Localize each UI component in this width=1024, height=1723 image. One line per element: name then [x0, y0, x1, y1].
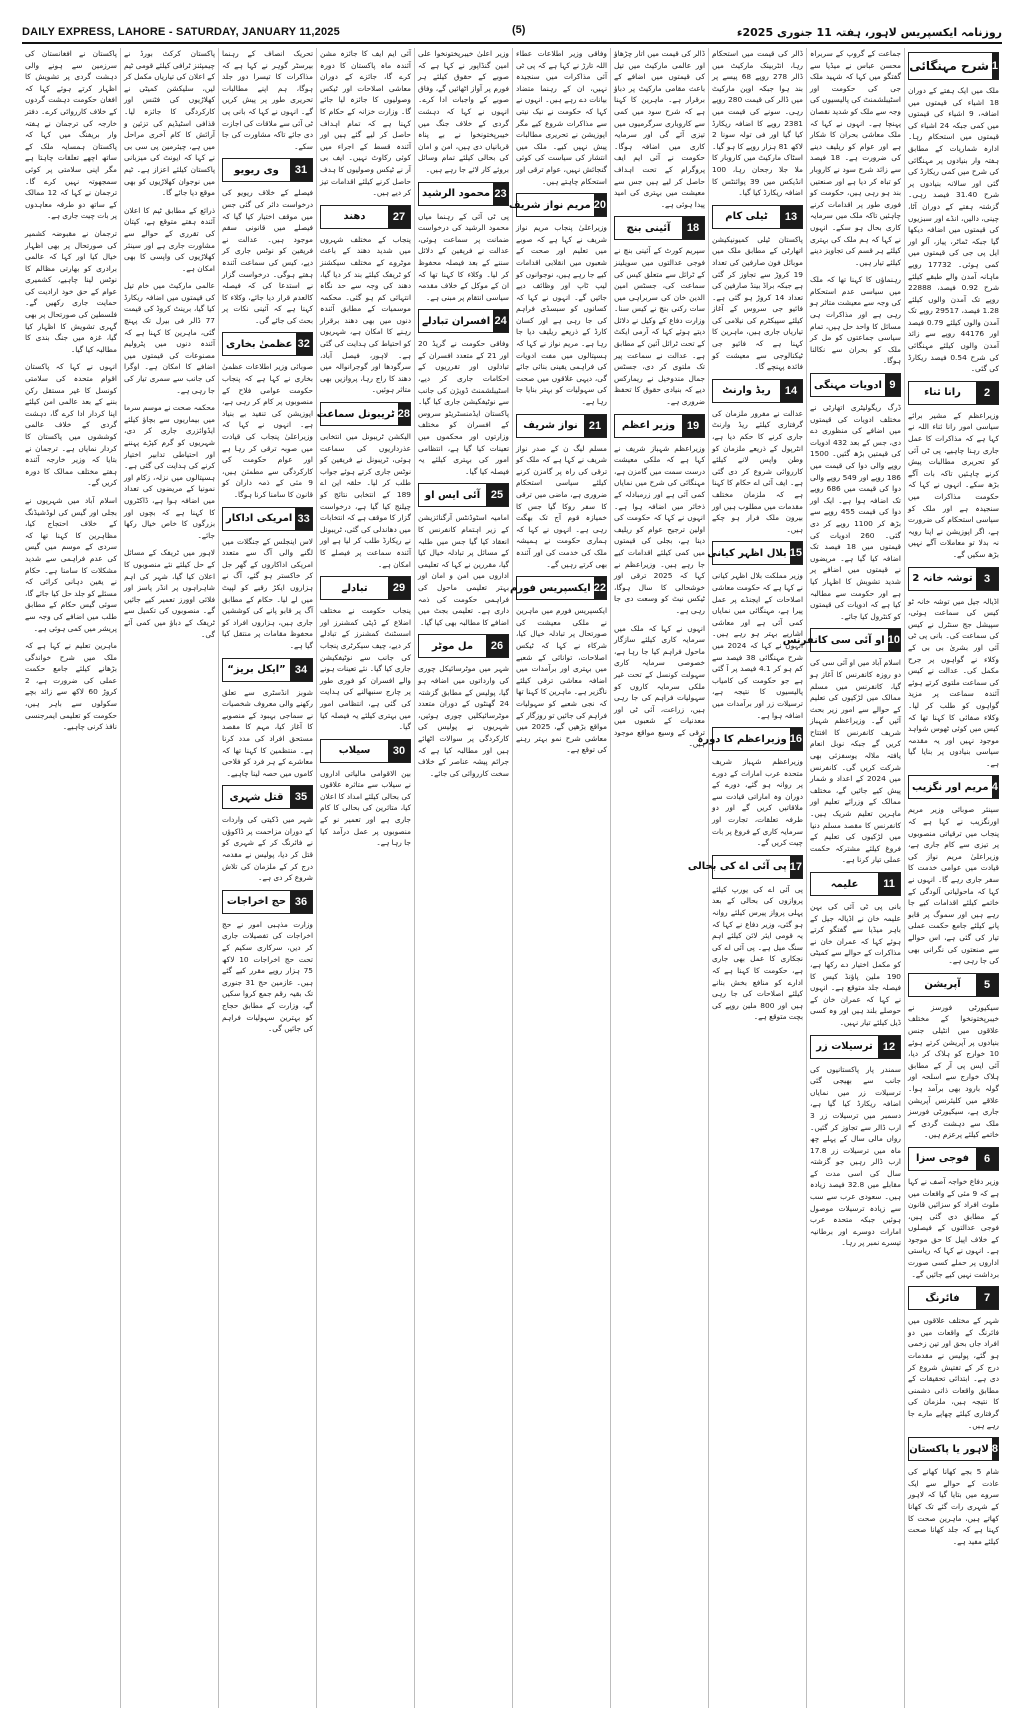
story-title: افسران تبادلے: [422, 315, 491, 327]
story-body-text: وزیراعلیٰ پنجاب مریم نواز شریف نے کہا ہے کہ صوبے میں تعلیم اور صحت کے شعبوں میں انقلابی اقدامات کیے جا رہے ہیں، نوجوانوں کو لیپ ٹاپ اور وظائف دیے جائیں گے۔ انہوں نے کہا کہ کسانوں کو سبسڈی فراہم کی جا رہی ہے اور کسان کارڈ کے ذریعے ریلیف دیا جا رہا ہے۔ مریم نواز نے کہا کہ ہسپتالوں میں مفت ادویات کی فراہمی یقینی بنائی جائے گی، دیہی علاقوں میں صحت کی سہولیات کو بہتر بنایا جا رہا ہے۔: [516, 223, 607, 407]
story-body-text: الیکشن ٹریبونل میں انتخابی عذرداریوں کی سماعت ہوئی، ٹریبونل نے فریقین کو نوٹس جاری کرتے ہوئے جواب طلب کر لیا۔ حلقہ این اے 189 کے انتخابی نتائج کو چیلنج کیا گیا ہے، درخواست گزار کا موقف ہے کہ انتخابات میں دھاندلی کی گئی، ٹریبونل نے ریکارڈ طلب کر لیا ہے اور آئندہ سماعت پر فیصلے کا امکان ہے۔: [320, 432, 411, 569]
story-number-badge: 23: [493, 183, 508, 205]
story-number-badge: 6: [976, 1148, 998, 1170]
story-number-badge: 36: [290, 891, 312, 913]
story-headline: [320, 739, 411, 763]
story-headline: [516, 414, 607, 438]
story-headline: [908, 381, 999, 405]
story-headline: [222, 158, 313, 182]
story-headline: [712, 379, 803, 403]
news-column: [610, 48, 708, 1708]
story-headline: [222, 658, 313, 682]
story-number-badge: 12: [878, 1036, 900, 1058]
story-title: عظمیٰ بخاری: [226, 338, 293, 350]
story-number-badge: 15: [790, 542, 802, 564]
story-headline: [908, 1437, 999, 1461]
story-body-text: شہر کے مختلف علاقوں میں فائرنگ کے واقعات میں دو افراد جاں بحق اور تین زخمی ہو گئے، پولیس نے مقدمات درج کر کے تفتیش شروع کر دی ہے۔ ابتدائی تحقیقات کے مطابق واقعات ذاتی دشمنی کا نتیجہ ہیں، ملزمان کی گرفتاری کیلئے چھاپے مارے جا رہے ہیں۔: [908, 1316, 999, 1430]
story-title: پی آئی اے کی بحالی: [687, 861, 787, 873]
story-headline: [782, 628, 901, 652]
story-body-text: لاس اینجلس کے جنگلات میں لگنے والی آگ سے متعدد امریکی اداکاروں کے گھر جل کر خاکستر ہو گئے، آگ نے ہزاروں ایکڑ رقبے کو لپیٹ میں لے لیا۔ حکام کے مطابق آگ پر قابو پانے کی کوششیں جاری ہیں، ہزاروں افراد کو محفوظ مقامات پر منتقل کیا گیا ہے۔: [222, 536, 313, 650]
story-title: لاہور یا پاکستان: [909, 1443, 989, 1455]
story-number-badge: 30: [388, 740, 410, 762]
story-body-text: امامیہ اسٹوڈنٹس آرگنائزیشن کے زیر اہتمام کانفرنس کا انعقاد کیا گیا جس میں طلبہ کے مسائل پر تبادلہ خیال کیا گیا، مقررین نے کہا کہ تعلیمی اداروں میں امن و امان اور بہتر تعلیمی ماحول کی فراہمی حکومت کی ذمہ داری ہے۔ تعلیمی بجٹ میں اضافے کا مطالبہ بھی کیا گیا۔: [418, 513, 509, 627]
story-body-text: وزیراعظم کے مشیر برائے سیاسی امور رانا ثناء اللہ نے کہا ہے کہ مذاکرات کا عمل جاری رہنا چاہیے، پی ٹی آئی کو تحریری مطالبات پیش کرنے چاہئیں تاکہ بات آگے بڑھ سکے۔ انہوں نے کہا کہ حکومت مذاکرات میں سنجیدہ ہے اور ملک کو سیاسی استحکام کی ضرورت ہے، اگر اپوزیشن نے اپنا رویہ نہ بدلا تو معاملات آگے نہیں بڑھ سکیں گے۔: [908, 410, 999, 559]
story-body-text: سپریم کورٹ کے آئینی بنچ نے فوجی عدالتوں میں سویلینز کے ٹرائل سے متعلق کیس کی سماعت کی، جسٹس امین الدین خان کی سربراہی میں سات رکنی بنچ نے کیس سنا۔ وزارت دفاع کے وکیل نے دلائل دیتے ہوئے کہا کہ آرمی ایکٹ کے تحت ٹرائل آئین کے مطابق ہے۔ عدالت نے سماعت پیر تک ملتوی کر دی، جسٹس جمال مندوخیل نے ریمارکس دیے کہ بنیادی حقوق کا تحفظ ضروری ہے۔: [614, 246, 705, 407]
story-body-text: آئی ایم ایف کا جائزہ مشن آئندہ ماہ پاکستان کا دورہ کرے گا، جائزے کے دوران معاشی اصلاحات اور ٹیکس وصولیوں کا جائزہ لیا جائے گا۔ وزارت خزانہ کے حکام کا کہنا ہے کہ تمام اہداف حاصل کر لیے گئے ہیں اور آئندہ قسط کے اجراء میں کوئی رکاوٹ نہیں۔ ایف بی آر نے ٹیکس وصولیوں کا ہدف حاصل کرنے کیلئے اقدامات تیز کر دیے ہیں۔: [320, 49, 411, 198]
story-title: شرح مہنگائی: [909, 59, 989, 73]
story-number-badge: 34: [290, 659, 312, 681]
news-column: [120, 48, 218, 1708]
story-title: حج اخراجات: [226, 896, 287, 908]
story-title: وی ریویو: [234, 164, 279, 176]
story-number-badge: 9: [885, 374, 900, 396]
story-title: آئی ایس او: [424, 489, 481, 501]
story-title: ایکسپریس فورم: [509, 582, 591, 594]
story-number-badge: 32: [296, 333, 312, 355]
story-headline: [316, 402, 411, 426]
story-title: وزیر اعظم: [621, 420, 676, 432]
story-title: علیمہ: [830, 878, 859, 890]
story-title: ”ایکل بریز“: [227, 664, 286, 676]
story-number-badge: 13: [780, 206, 802, 228]
story-body-text: عالمی مارکیٹ میں خام تیل کی قیمتوں میں اضافہ ریکارڈ کیا گیا، برینٹ کروڈ کی قیمت 77 ڈالر فی بیرل تک پہنچ گئی، ماہرین کا کہنا ہے کہ آئندہ دنوں میں پٹرولیم مصنوعات کی قیمتوں میں اضافے کا امکان ہے۔ اوگرا کی جانب سے سمری تیار کی جا رہی ہے۔: [124, 281, 215, 395]
story-number-badge: 5: [976, 974, 998, 996]
story-headline: [908, 775, 999, 799]
newspaper-page: [22, 48, 1002, 1708]
story-body-text: شوبز انڈسٹری سے تعلق رکھنے والی معروف شخصیات نے سماجی بہبود کے منصوبے کا آغاز کیا، مہم کا مقصد مستحق افراد کی مدد کرنا ہے۔ منتظمین کا کہنا تھا کہ معاشرے کے ہر فرد کو فلاحی کاموں میں حصہ لینا چاہیے۔: [222, 687, 313, 778]
story-body-text: ملک میں ایک ہفتے کے دوران 18 اشیاء کی قیمتوں میں اضافہ، 9 اشیاء کی قیمتوں میں کمی جبکہ 24 اشیاء کی قیمتوں میں استحکام رہا۔ ادارہ شماریات کے مطابق ہفتہ وار بنیادوں پر مہنگائی کی شرح میں کمی ریکارڈ کی گئی اور سالانہ بنیادوں پر شرح 31.40 فیصد رہی۔ گزشتہ ہفتے کے دوران آٹا، چینی، دالیں، انڈے اور سبزیوں کی قیمتوں میں اضافہ دیکھا گیا جبکہ ٹماٹر، پیاز، آلو اور ایل پی جی کی قیمتوں میں کمی ہوئی۔ 17732 روپے ماہانہ آمدن والے طبقے کیلئے شرح 0.92 فیصد، 22888 روپے تک آمدن والوں کیلئے 1.28 فیصد، 29517 روپے تک آمدن والوں کیلئے 0.79 فیصد اور 44176 روپے سے زائد آمدن والوں کیلئے مہنگائی کی شرح 0.54 فیصد ریکارڈ کی گئی۔: [908, 86, 1000, 374]
story-title: قتل شہری: [229, 791, 284, 803]
news-column: [508, 48, 610, 1708]
story-title: او آئی سی کانفرنس: [782, 634, 885, 646]
story-headline: [908, 1147, 999, 1171]
story-number-badge: 17: [790, 856, 802, 878]
story-number-badge: 31: [290, 159, 312, 181]
story-headline: [222, 890, 313, 914]
story-number-badge: 7: [976, 1287, 998, 1309]
story-body-text: پی آئی اے کی یورپ کیلئے پروازوں کی بحالی کے بعد پہلی پرواز پیرس کیلئے روانہ ہو گئی، وزیر دفاع نے کہا کہ یہ قومی ایئر لائن کیلئے اہم سنگ میل ہے۔ پی آئی اے کی نجکاری کا عمل بھی جاری ہے، حکومت کا کہنا ہے کہ ادارے کو منافع بخش بنانے کیلئے اصلاحات کی جا رہی ہیں اور 800 ملین روپے کی بچت متوقع ہے۔: [712, 884, 804, 1022]
story-body-text: شہر میں موٹرسائیکل چوری کی وارداتوں میں اضافہ ہو گیا، پولیس کے مطابق گزشتہ 24 گھنٹوں کے دوران متعدد موٹرسائیکلیں چوری ہوئیں، شہریوں نے پولیس کی کارکردگی پر سوالات اٹھائے ہیں اور مطالبہ کیا ہے کہ جرائم پیشہ عناصر کے خلاف سخت کارروائی کی جائے۔: [418, 664, 509, 778]
story-number-badge: 21: [584, 415, 606, 437]
story-number-badge: 11: [878, 873, 900, 895]
story-body-text: وزیر اعلیٰ خیبرپختونخوا علی امین گنڈاپور نے کہا ہے کہ صوبے کے حقوق کیلئے ہر فورم پر آواز اٹھائیں گے، وفاق صوبے کے واجبات ادا کرے۔ انہوں نے کہا کہ دہشت گردی کے خلاف جنگ میں خیبرپختونخوا نے بے پناہ قربانیاں دی ہیں، امن و امان کی بحالی کیلئے تمام وسائل بروئے کار لائے جا رہے ہیں۔: [418, 49, 509, 174]
news-column: [414, 48, 512, 1708]
story-headline: [320, 205, 411, 229]
story-body-text: سینئر صوبائی وزیر مریم اورنگزیب نے کہا ہے کہ پنجاب میں ترقیاتی منصوبوں پر تیزی سے کام جاری ہے، وزیراعلیٰ مریم نواز کی قیادت میں عوامی خدمت کا سفر جاری رہے گا۔ انہوں نے کہا کہ ماحولیاتی آلودگی کے خاتمے کیلئے اقدامات کیے جا رہے ہیں اور سموگ پر قابو پانے کیلئے جامع حکمت عملی تیار کی گئی ہے، اس حوالے سے صنعتوں کی نگرانی بھی کی جا رہی ہے۔: [908, 805, 999, 966]
story-title: تبادلے: [341, 582, 368, 594]
story-title: مریم اور نگزیب: [912, 781, 989, 793]
story-headline: [222, 507, 313, 531]
story-title: ٹیلی کام: [725, 211, 768, 223]
story-body-text: بانی پی ٹی آئی کی بہن علیمہ خان نے اڈیالہ جیل کے باہر میڈیا سے گفتگو کرتے ہوئے کہا کہ عمران خان نے مذاکرات کے حوالے سے کمیٹی کو مکمل اختیار دے رکھا ہے، 190 ملین پاؤنڈ کیس کا فیصلہ جلد متوقع ہے۔ انہوں نے کہا کہ عمران خان کے حوصلے بلند ہیں اور وہ کسی ڈیل کیلئے تیار نہیں۔: [810, 902, 901, 1027]
story-body-text: وفاقی حکومت نے گریڈ 20 اور 21 کے متعدد افسران کے تبادلوں اور تقرریوں کے احکامات جاری کر دیے، اسٹیبلشمنٹ ڈویژن کی جانب سے نوٹیفکیشن جاری کیا گیا۔ پاکستان ایڈمنسٹریٹو سروس کے افسران کو مختلف وزارتوں اور محکموں میں تعینات کیا گیا ہے، انتظامی امور کی بہتری کیلئے یہ فیصلہ کیا گیا۔: [418, 339, 509, 476]
story-body-text: عدالت نے مفرور ملزمان کی گرفتاری کیلئے ریڈ وارنٹ جاری کرنے کا حکم دیا ہے، انٹرپول کے ذریعے ملزمان کو وطن واپس لانے کیلئے کارروائی شروع کر دی گئی ہے۔ ایف آئی اے حکام کا کہنا ہے کہ ملزمان مختلف مقدمات میں مطلوب ہیں اور بیرون ملک فرار ہو چکے ہیں۔: [712, 408, 803, 534]
story-number-badge: 3: [976, 568, 998, 590]
story-headline: [418, 483, 509, 507]
story-title: محمود الرشید: [422, 188, 491, 200]
story-title: بلال اظہر کیانی: [707, 547, 787, 559]
story-headline: [810, 373, 901, 397]
story-title: سیلاب: [338, 745, 371, 757]
story-body-text: انہوں نے کہا کہ ملک میں سرمایہ کاری کیلئے سازگار ماحول فراہم کیا جا رہا ہے، خصوصی سرمایہ کاری سہولت کونسل کے تحت غیر ملکی سرمایہ کاروں کو سہولیات فراہم کی جا رہی ہیں، زراعت، آئی ٹی اور معدنیات کے شعبوں میں ترقی کے وسیع مواقع موجود ہیں۔: [614, 623, 705, 749]
story-title: دھند: [343, 211, 366, 223]
news-column: [22, 48, 120, 1708]
page-number: (5): [512, 24, 526, 36]
story-title: وزیراعظم کا دورہ: [697, 733, 787, 745]
story-body-text: وزیراعظم شہباز شریف متحدہ عرب امارات کے دورے پر روانہ ہو گئے، دورے کے دوران وہ اماراتی قیادت سے ملاقاتیں کریں گے اور دو طرفہ تعلقات، تجارت اور سرمایہ کاری کے فروغ پر بات چیت کریں گے۔: [712, 757, 803, 848]
story-headline: [418, 182, 509, 206]
story-number-badge: 33: [295, 508, 312, 530]
story-headline: [908, 1286, 999, 1310]
story-body-text: وفاقی وزیر اطلاعات عطاء اللہ تارڑ نے کہا ہے کہ پی ٹی آئی مذاکرات میں سنجیدہ نہیں، ان کے رہنما متضاد بیانات دے رہے ہیں۔ انہوں نے کہا کہ حکومت نے نیک نیتی سے مذاکرات شروع کیے مگر اپوزیشن نے تحریری مطالبات پیش نہیں کیے۔ ملک میں انتشار کی سیاست کی کوئی گنجائش نہیں، عوام ترقی اور استحکام چاہتے ہیں۔: [516, 49, 607, 186]
story-headline: [712, 205, 803, 229]
story-body-text: فیصلے کے خلاف ریویو کی درخواست دائر کی گئی جس میں موقف اختیار کیا گیا کہ فیصلے میں قانونی سقم موجود ہیں۔ عدالت نے فریقین کو نوٹس جاری کر دیے، کیس کی سماعت آئندہ ہفتے ہوگی۔ درخواست گزار نے استدعا کی کہ فیصلہ کالعدم قرار دیا جائے، وکلاء کا کہنا ہے کہ آئینی نکات پر بحث کی جائے گی۔: [222, 188, 313, 325]
story-title: مریم نواز شریف: [508, 199, 591, 211]
story-headline: [222, 785, 313, 809]
story-headline: [707, 541, 803, 565]
news-column: [316, 48, 414, 1708]
story-headline: [222, 332, 313, 356]
story-number-badge: 22: [594, 577, 606, 599]
story-body-text: پنجاب کے مختلف شہروں میں شدید دھند کے باعث موٹروے کے مختلف سیکشنز کو ٹریفک کیلئے بند کر دیا گیا، دھند کی وجہ سے حد نگاہ انتہائی کم ہو گئی۔ محکمہ موسمیات کے مطابق آئندہ دنوں میں بھی دھند برقرار رہنے کا امکان ہے، شہریوں کو احتیاط کی ہدایت کی گئی ہے۔ لاہور، فیصل آباد، سرگودھا اور گوجرانوالہ میں دھند کا راج رہا، پروازیں بھی متاثر ہوئیں۔: [320, 234, 411, 395]
story-body-text: سیکیورٹی فورسز نے خیبرپختونخوا کے مختلف علاقوں میں انٹیلی جنس بنیادوں پر آپریشن کرتے ہوئے 10 خوارج کو ہلاک کر دیا، آئی ایس پی آر کے مطابق ہلاک خوارج سے اسلحہ اور گولہ بارود بھی برآمد ہوا۔ علاقے میں کلیئرنس آپریشن جاری ہے، سیکیورٹی فورسز ملک سے دہشت گردی کے خاتمے کیلئے پرعزم ہیں۔: [908, 1002, 999, 1140]
story-body-text: ڈالر کی قیمت میں اتار چڑھاؤ اور عالمی مارکیٹ میں تیل کی قیمتوں میں اضافے کے باعث مقامی مارکیٹ پر دباؤ برقرار ہے۔ ماہرین کا کہنا ہے کہ شرح سود میں کمی سے کاروباری سرگرمیوں میں تیزی آئے گی اور سرمایہ کاری میں اضافہ ہوگا۔ حکومت نے آئی ایم ایف پروگرام کے تحت اہداف حاصل کر لیے ہیں جس سے معیشت میں بہتری کی امید پیدا ہوئی ہے۔: [614, 49, 705, 209]
story-title: مل موٹر: [431, 640, 474, 652]
masthead-date-urdu: روزنامہ ایکسپریس لاہور، ہفتہ 11 جنوری 2025ء: [736, 25, 1002, 39]
story-body-text: پنجاب حکومت نے مختلف اضلاع کے ڈپٹی کمشنرز اور اسسٹنٹ کمشنرز کے تبادلے کر دیے، چیف سیکرٹری پنجاب کی جانب سے نوٹیفکیشن جاری کیا گیا۔ نئے تعینات ہونے والے افسران کو فوری طور پر چارج سنبھالنے کی ہدایت کی گئی ہے، انتظامی امور میں بہتری کیلئے یہ فیصلہ کیا گیا۔: [320, 606, 411, 732]
story-headline: [614, 414, 705, 438]
story-body-text: تحریک انصاف کے رہنما بیرسٹر گوہر نے کہا ہے کہ مذاکرات کا تیسرا دور جلد ہوگا، ہم اپنے مطالبات تحریری طور پر پیش کریں گے۔ انہوں نے کہا کہ بانی پی ٹی آئی سے ملاقات کی اجازت دی جائے تاکہ مشاورت کی جا سکے۔: [222, 49, 313, 151]
story-title: امریکی اداکار: [226, 513, 293, 525]
story-body-text: پاکستان نے افغانستان کی سرزمین سے ہونے والی دہشت گردی پر تشویش کا اظہار کرتے ہوئے کہا کہ افغان حکومت دہشت گردوں کے خلاف کارروائی کرے۔ دفتر خارجہ کی ترجمان نے ہفتہ وار بریفنگ میں کہا کہ پاکستان ہمسایہ ملک کے ساتھ اچھے تعلقات چاہتا ہے مگر اپنی سلامتی پر کوئی سمجھوتہ نہیں کرے گا۔ ترجمان نے کہا کہ 12 ممالک کے ساتھ دو طرفہ معاہدوں پر بات چیت جاری ہے۔: [25, 49, 118, 221]
masthead-date-english: DAILY EXPRESS, LAHORE - SATURDAY, JANUARY 11,2025: [22, 26, 340, 38]
story-headline: [320, 576, 411, 600]
story-body-text: رہنماؤں کا کہنا تھا کہ ملک میں سیاسی عدم استحکام کی وجہ سے معیشت متاثر ہو رہی ہے اور مذاکرات ہی مسائل کا واحد حل ہیں، تمام سیاسی جماعتوں کو مل کر ملک کو بحران سے نکالنا ہوگا۔: [810, 275, 901, 366]
story-headline: [697, 727, 803, 751]
story-number-badge: 24: [493, 310, 508, 332]
story-headline: [508, 193, 607, 217]
news-column: [904, 48, 1002, 1708]
story-body-text: شہر میں ڈکیتی کی واردات کے دوران مزاحمت پر ڈاکوؤں نے فائرنگ کر کے شہری کو قتل کر دیا، پولیس نے مقدمہ درج کر کے ملزمان کی تلاش شروع کر دی ہے۔: [222, 815, 313, 883]
story-title: ٹریبونل سماعت: [316, 408, 395, 420]
story-body-text: وزیراعظم شہباز شریف نے کہا ہے کہ ملکی معیشت درست سمت میں گامزن ہے، مہنگائی کی شرح میں نمایاں کمی آئی ہے اور زرمبادلہ کے ذخائر میں اضافہ ہوا ہے۔ انہوں نے کہا کہ حکومت کی اولین ترجیح عوام کو ریلیف دینا ہے، بجلی کی قیمتوں میں کمی کیلئے اقدامات کیے جا رہے ہیں۔ وزیراعظم نے کہا کہ 2025 ترقی اور خوشحالی کا سال ہوگا، ٹیکس نیٹ کو وسعت دی جا رہی ہے۔: [614, 443, 705, 615]
story-number-badge: 20: [594, 194, 606, 216]
story-body-text: پی ٹی آئی کے رہنما میاں محمود الرشید کی درخواست ضمانت پر سماعت ہوئی، عدالت نے فریقین کے دلائل سننے کے بعد فیصلہ محفوظ کر لیا۔ وکلاء کا کہنا تھا کہ ان کے موکل کے خلاف مقدمہ سیاسی انتقام پر مبنی ہے۔: [418, 211, 509, 302]
story-body-text: اسلام آباد میں شہریوں نے بجلی اور گیس کی لوڈشیڈنگ کے خلاف احتجاج کیا، مظاہرین کا کہنا تھا کہ سردی کے موسم میں گیس کی عدم فراہمی سے شدید مشکلات کا سامنا ہے۔ حکام نے یقین دہانی کرائی کہ مسئلے کو جلد حل کیا جائے گا، سوئی گیس حکام کے مطابق طلب میں اضافے کی وجہ سے پریشر میں کمی ہوئی ہے۔: [25, 495, 117, 633]
story-body-text: وزیر دفاع خواجہ آصف نے کہا ہے کہ 9 مئی کے واقعات میں ملوث افراد کو سزائیں قانون کے مطابق دی گئی ہیں، فوجی عدالتوں کے فیصلوں کے خلاف اپیل کا حق موجود ہے۔ انہوں نے کہا کہ ریاستی اداروں پر حملے کسی صورت برداشت نہیں کیے جائیں گے۔: [908, 1176, 999, 1279]
story-body-text: صوبائی وزیر اطلاعات عظمیٰ بخاری نے کہا ہے کہ پنجاب حکومت عوامی فلاح کے منصوبوں پر کام کر رہی ہے، اپوزیشن کی تنقید بے بنیاد ہے۔ انہوں نے کہا کہ وزیراعلیٰ پنجاب کی قیادت میں صوبہ ترقی کر رہا ہے اور عوام حکومت کی کارکردگی سے مطمئن ہیں، 9 مئی کے ذمہ داران کو قانون کا سامنا کرنا ہوگا۔: [222, 362, 313, 499]
story-title: ادویات مہنگی: [814, 379, 882, 391]
story-headline: [810, 872, 901, 896]
story-number-badge: 4: [992, 776, 998, 798]
masthead: [22, 22, 1002, 44]
story-body-text: بین الاقوامی مالیاتی اداروں نے سیلاب سے متاثرہ علاقوں کی بحالی کیلئے امداد کا اعلان کیا، متاثرین کی بحالی کا کام جاری ہے اور تعمیر نو کے منصوبوں پر عمل درآمد کیا جا رہا ہے۔: [320, 768, 411, 848]
story-title: آپریشن: [924, 979, 961, 991]
story-number-badge: 14: [780, 380, 802, 402]
story-number-badge: 25: [486, 484, 508, 506]
story-body-text: ترجمان نے مقبوضہ کشمیر کی صورتحال پر بھی اظہار خیال کیا اور کہا کہ عالمی برادری کو بھارتی مظالم کا نوٹس لینا چاہیے، کشمیری عوام کے حق خود ارادیت کی حمایت جاری رکھیں گے۔ فلسطین کی صورتحال پر بھی گہری تشویش کا اظہار کیا گیا، غزہ میں جنگ بندی کا مطالبہ کیا گیا۔: [25, 228, 117, 354]
story-headline: [418, 634, 509, 658]
story-body-text: ذرائع کے مطابق ٹیم کا اعلان آئندہ ہفتے متوقع ہے، کپتان کی تقرری کے حوالے سے مشاورت جاری ہے اور سینئر کھلاڑیوں کی واپسی کا بھی امکان ہے۔: [124, 205, 215, 273]
story-headline: [614, 216, 705, 240]
story-number-badge: 26: [486, 635, 508, 657]
story-title: نواز شریف: [523, 420, 578, 432]
story-body-text: وزارت مذہبی امور نے حج اخراجات کی تفصیلات جاری کر دیں، سرکاری سکیم کے تحت حج اخراجات 10 لاکھ 75 ہزار روپے مقرر کیے گئے ہیں۔ عازمین حج 31 جنوری تک بقیہ رقم جمع کروا سکیں گے، وزارت کے مطابق حجاج کو بہترین سہولیات فراہم کی جائیں گی۔: [222, 919, 313, 1034]
story-body-text: شام 5 بجے کھانا کھانے کی عادت کے حوالے سے ایک سروے میں بتایا گیا کہ لاہور کے شہری رات گئے تک کھانا کھاتے ہیں، ماہرین صحت کا کہنا ہے کہ جلد کھانا صحت کیلئے مفید ہے۔: [908, 1467, 999, 1546]
story-number-badge: 16: [790, 728, 802, 750]
story-headline: [908, 52, 999, 80]
story-number-badge: 8: [992, 1438, 998, 1460]
story-number-badge: 1: [992, 53, 998, 79]
story-number-badge: 19: [682, 415, 704, 437]
story-headline: [418, 309, 509, 333]
story-body-text: محکمہ صحت نے موسم سرما میں بیماریوں سے بچاؤ کیلئے ایڈوائزری جاری کر دی، شہریوں کو گرم کپڑے پہننے اور احتیاطی تدابیر اختیار کرنے کی ہدایت کی گئی ہے۔ ہسپتالوں میں نزلہ، زکام اور نمونیا کے مریضوں کی تعداد میں اضافہ ہوا ہے، ڈاکٹروں کا کہنا ہے کہ بچوں اور بزرگوں کا خاص خیال رکھا جائے۔: [124, 403, 215, 540]
story-headline: [687, 855, 803, 879]
story-body-text: ماہرین تعلیم نے کہا ہے کہ ملک میں شرح خواندگی بڑھانے کیلئے جامع حکمت عملی کی ضرورت ہے، 2 کروڑ 60 لاکھ سے زائد بچے سکولوں سے باہر ہیں، حکومت کو تعلیمی ایمرجنسی نافذ کرنی چاہیے۔: [25, 641, 117, 732]
story-number-badge: 10: [888, 629, 900, 651]
story-headline: [810, 1035, 901, 1059]
story-body-text: اڈیالہ جیل میں توشہ خانہ ٹو کیس کی سماعت ہوئی، سپیشل جج سنٹرل نے کیس کی سماعت کی۔ بانی پی ٹی آئی اور بشریٰ بی بی کے وکلاء نے گواہوں پر جرح مکمل کی۔ عدالت نے کیس کی سماعت ملتوی کرتے ہوئے آئندہ سماعت پر مزید گواہوں کو طلب کر لیا۔ وکلاء صفائی کا کہنا تھا کہ کیس میں کوئی ٹھوس شواہد موجود نہیں اور یہ مقدمہ سیاسی بنیادوں پر بنایا گیا ہے۔: [908, 596, 999, 768]
story-body-text: اسلام آباد میں او آئی سی کی دو روزہ کانفرنس کا آغاز ہو گیا، کانفرنس میں مسلم ممالک میں لڑکیوں کی تعلیم کے حوالے سے امور زیر بحث آئیں گے۔ وزیراعظم شہباز شریف کانفرنس کا افتتاح کریں گے جبکہ نوبل انعام یافتہ ملالہ یوسفزئی بھی شرکت کریں گی۔ کانفرنس میں 2024 کے اعداد و شمار پیش کیے جائیں گے، مختلف ممالک کے وزرائے تعلیم اور ماہرین تعلیم شریک ہیں۔ کانفرنس کا مقصد مسلم دنیا میں لڑکیوں کی تعلیم کے فروغ کیلئے مشترکہ حکمت عملی تیار کرنا ہے۔: [810, 658, 901, 865]
story-title: توشہ خانہ 2: [912, 573, 973, 585]
story-body-text: سمندر پار پاکستانیوں کی جانب سے بھیجی گئی ترسیلات زر میں نمایاں اضافہ ریکارڈ کیا گیا ہے، دسمبر میں ترسیلات زر 3 ارب ڈالر سے تجاوز کر گئیں۔ رواں مالی سال کے پہلے چھ ماہ میں ترسیلات زر 17.8 ارب ڈالر رہیں جو گزشتہ سال کی اسی مدت کے مقابلے میں 32.8 فیصد زیادہ ہیں۔ سعودی عرب سے سب سے زیادہ ترسیلات موصول ہوئیں جبکہ متحدہ عرب امارات دوسرے اور برطانیہ تیسرے نمبر پر رہا۔: [810, 1064, 902, 1248]
story-number-badge: 18: [682, 217, 704, 239]
story-headline: [908, 567, 999, 591]
story-body-text: وزیر مملکت بلال اظہر کیانی نے کہا ہے کہ حکومت معاشی اصلاحات کے ایجنڈے پر عمل پیرا ہے، مہنگائی میں نمایاں کمی آئی ہے اور معاشی اشاریے بہتر ہو رہے ہیں۔ انہوں نے کہا کہ 2024 میں شرح مہنگائی 38 فیصد سے کم ہو کر 4.1 فیصد پر آ گئی ہے جو حکومت کی کامیاب پالیسیوں کا نتیجہ ہے، ترسیلات زر اور برآمدات میں اضافہ ہوا ہے۔: [712, 571, 803, 720]
story-body-text: پاکستان کرکٹ بورڈ نے چیمپئنز ٹرافی کیلئے قومی ٹیم کے اعلان کی تیاریاں مکمل کر لیں، سلیکشن کمیٹی نے کھلاڑیوں کی فٹنس اور کارکردگی کا جائزہ لیا۔ قذافی اسٹیڈیم کی تزئین و آرائش کا کام آخری مراحل میں ہے، چیئرمین پی سی بی نے کہا کہ ایونٹ کی میزبانی پاکستان کیلئے اعزاز ہے۔ ٹیم میں نوجوان کھلاڑیوں کو بھی موقع دیا جائے گا۔: [124, 49, 215, 198]
story-body-text: ایکسپریس فورم میں ماہرین نے ملکی معیشت کی صورتحال پر تبادلہ خیال کیا، شرکاء نے کہا کہ ٹیکس اصلاحات، توانائی کے شعبے میں بہتری اور برآمدات میں اضافہ معاشی ترقی کیلئے ناگزیر ہے۔ ماہرین کا کہنا تھا کہ نجی شعبے کو سہولیات فراہم کی جائیں تو روزگار کے مواقع بڑھیں گے، 2025 میں معاشی شرح نمو بہتر رہنے کی توقع ہے۔: [516, 606, 608, 755]
story-number-badge: 27: [388, 206, 410, 228]
story-title: رانا ثناء: [924, 387, 961, 399]
story-title: ریڈ وارنٹ: [722, 385, 771, 397]
story-body-text: مسلم لیگ ن کے صدر نواز شریف نے کہا ہے کہ ملک کو ترقی کی راہ پر گامزن کرنے کیلئے سیاسی استحکام ضروری ہے، ماضی میں ترقی کا سفر روکا گیا جس کا خمیازہ قوم آج تک بھگت رہی ہے۔ انہوں نے کہا کہ ہماری حکومت نے ہمیشہ ملک کی خدمت کی اور آئندہ بھی کرتے رہیں گے۔: [516, 443, 607, 569]
story-title: فوجی سزا: [915, 1153, 970, 1165]
story-title: آئینی بنچ: [626, 222, 671, 234]
story-body-text: پاکستان ٹیلی کمیونیکیشن اتھارٹی کے مطابق ملک میں موبائل فون صارفین کی تعداد 19 کروڑ سے تجاوز کر گئی ہے جبکہ براڈ بینڈ صارفین کی تعداد 14 کروڑ ہو گئی ہے۔ فائیو جی سروس کے آغاز کیلئے سپیکٹرم کی نیلامی کی تیاریاں جاری ہیں، ماہرین کا کہنا ہے کہ فائیو جی ٹیکنالوجی سے معیشت کو فائدہ پہنچے گا۔: [712, 234, 803, 372]
news-column: [218, 48, 316, 1708]
story-title: ترسیلات زر: [816, 1041, 873, 1053]
story-body-text: ڈرگ ریگولیٹری اتھارٹی نے مختلف ادویات کی قیمتوں میں اضافے کی منظوری دے دی، جس کے بعد 432 ادویات کی قیمتیں بڑھ گئیں۔ 1500 روپے والی دوا کی قیمت میں 186 روپے اور 549 روپے والی دوا کی قیمت میں 686 روپے تک اضافہ ہوا ہے۔ ایک اور دوا کی قیمت 455 روپے سے بڑھ کر 1100 روپے کر دی گئی۔ 260 ادویات کی قیمتوں میں 18 فیصد تک اضافہ کیا گیا ہے۔ مریضوں نے قیمتوں میں اضافے پر شدید تشویش کا اظہار کیا ہے اور حکومت سے مطالبہ کیا ہے کہ ادویات کی قیمتوں کو کنٹرول کیا جائے۔: [810, 403, 902, 621]
story-body-text: انہوں نے کہا کہ پاکستان اقوام متحدہ کی سلامتی کونسل کا غیر مستقل رکن بننے کے بعد عالمی امن کیلئے اپنا کردار ادا کرے گا، دہشت گردی کے خلاف عالمی کوششوں میں پاکستان کا کردار نمایاں ہے۔ ترجمان نے بتایا کہ وزیر خارجہ آئندہ ہفتے مختلف ممالک کا دورہ کریں گے۔: [25, 362, 117, 488]
story-body-text: جماعت کے گروپ کے سربراہ محسن عباس نے میڈیا سے گفتگو میں کہا کہ شہید ملک جی کی حکومت اور اسٹیبلشمنٹ کی پالیسیوں کی وجہ سے ملک کو شدید نقصان پہنچا ہے۔ انہوں نے کہا کہ ملک معاشی بحران کا شکار ہے اور عوام کو ریلیف دینے کی ضرورت ہے۔ 18 فیصد سے زائد شرح سود نے کاروبار کو تباہ کر دیا ہے اور صنعتیں بند ہو رہی ہیں، حکومت کو فوری طور پر اقدامات کرنے چاہئیں تاکہ ملک میں سرمایہ کاری بحال ہو سکے۔ انہوں نے کہا کہ ہم ملک کی بہتری کیلئے ہر قسم کی تجاویز دینے کیلئے تیار ہیں۔: [809, 49, 901, 267]
story-headline: [908, 973, 999, 997]
story-body-text: لاہور میں ٹریفک کے مسائل کے حل کیلئے نئے منصوبوں کا اعلان کیا گیا، شہر کی اہم شاہراہوں پر انڈر پاسز اور فلائی اوورز تعمیر کیے جائیں گے۔ منصوبوں کی تکمیل سے ٹریفک کے دباؤ میں کمی آئے گی۔: [124, 548, 215, 639]
story-title: فائرنگ: [925, 1292, 960, 1304]
story-body-text: ڈالر کی قیمت میں استحکام رہا، انٹربینک مارکیٹ میں ڈالر 278 روپے 68 پیسے پر بند ہوا جبکہ اوپن مارکیٹ میں ڈالر کی قیمت 280 روپے رہی۔ سونے کی قیمت میں 2381 روپے کا اضافہ ریکارڈ کیا گیا اور فی تولہ سونا 2 لاکھ 81 ہزار روپے کا ہو گیا۔ اسٹاک مارکیٹ میں کاروبار کا ملا جلا رجحان رہا، 100 انڈیکس میں 39 پوائنٹس کا اضافہ ریکارڈ کیا گیا۔: [712, 49, 804, 198]
story-number-badge: 28: [398, 403, 410, 425]
story-number-badge: 29: [388, 577, 410, 599]
story-number-badge: 2: [976, 382, 998, 404]
story-number-badge: 35: [290, 786, 312, 808]
story-headline: [509, 576, 607, 600]
